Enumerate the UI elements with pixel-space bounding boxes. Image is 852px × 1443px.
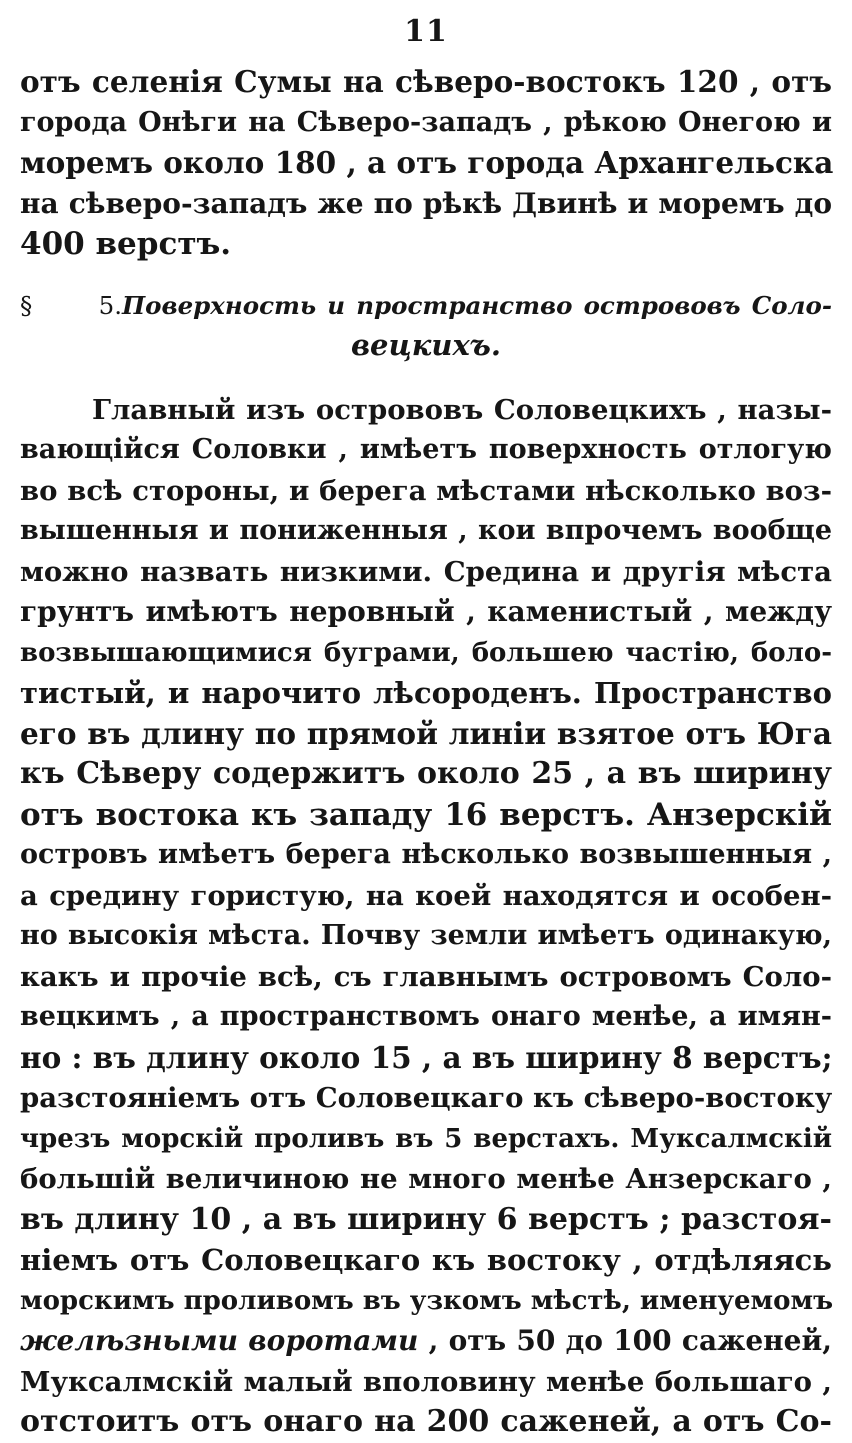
text-line: вышенныя и пониженныя , кои впрочемъ вообще [20, 515, 832, 546]
text-line: какъ и прочіе всѣ, съ главнымъ островомъ Соло- [20, 960, 832, 993]
text-line: во всѣ стороны, и берега мѣстами нѣсколько воз- [20, 474, 832, 507]
text-line: а средину гористую, на коей находятся и особен- [20, 879, 832, 912]
section-title: Поверхность и пространство острововъ Соло- [122, 290, 832, 320]
text-line: отъ селенія Сумы на сѣверо-востокъ 120 , отъ [20, 64, 832, 99]
text-line: на сѣверо-западъ же по рѣкѣ Двинѣ и моремъ до [20, 186, 832, 220]
text-line: Главный изъ острововъ Соловецкихъ , назы- [92, 393, 832, 426]
text-line: отъ востока къ западу 16 верстъ. Анзерскій [20, 796, 832, 833]
text-line: разстояніемъ отъ Соловецкаго къ сѣверо-востоку [20, 1082, 833, 1114]
text-line: можно назвать низкими. Средина и другія мѣста [20, 555, 832, 588]
text-line: морскимъ проливомъ въ узкомъ мѣстѣ, именуемомъ [20, 1285, 834, 1316]
line-rest: , отъ 50 до 100 саженей, [428, 1324, 832, 1357]
text-line: тистый, и нарочито лѣсороденъ. Пространство [20, 676, 832, 710]
text-line: вецкимъ , а пространствомъ онаго менѣе, а имян- [20, 1001, 832, 1032]
text-line-mixed [20, 1321, 832, 1362]
text-line: островъ имѣетъ берега нѣсколько возвышенныя , [20, 839, 832, 870]
text-line: ніемъ отъ Соловецкаго къ востоку , отдѣляясь [20, 1243, 832, 1277]
text-line: большій величиною не много менѣе Анзерскаго , [20, 1163, 832, 1195]
text-line: Муксалмскій малый вполовину менѣе большаго , [20, 1365, 832, 1398]
text-line: но высокія мѣста. Почву земли имѣетъ одинакую, [20, 920, 832, 951]
section-sign: § 5. [20, 290, 122, 320]
text-line: чрезъ морскій проливъ въ 5 верстахъ. Муксалмскій [20, 1123, 832, 1154]
text-line: къ Сѣверу содержитъ около 25 , а въ ширину [20, 756, 832, 791]
text-line: моремъ около 180 , а отъ города Архангельска [20, 145, 834, 180]
section-heading [20, 285, 832, 327]
section-title-continuation: вецкихъ. [351, 328, 501, 362]
text-line: въ длину 10 , а въ ширину 6 верстъ ; разстоя- [20, 1201, 832, 1237]
text-line: но : въ длину около 15 , а въ ширину 8 верстъ; [20, 1039, 833, 1075]
text-line: города Онѣги на Сѣверо-западъ , рѣкою Онегою и [20, 106, 832, 138]
text-line: вающійся Соловки , имѣетъ поверхность отлогую [20, 434, 832, 465]
text-line: 400 верстъ. [20, 226, 232, 262]
text-line: его въ длину по прямой линіи взятое отъ Юга [20, 715, 832, 751]
italic-phrase: желѣзными воротами [20, 1324, 419, 1357]
text-line: отстоитъ отъ онаго на 200 саженей, а отъ Со- [20, 1404, 832, 1439]
page-number: 11 [404, 14, 448, 49]
text-line: возвышающимися буграми, большею частію, боло- [20, 637, 832, 668]
text-line: грунтъ имѣютъ неровный , каменистый , между [20, 595, 832, 628]
